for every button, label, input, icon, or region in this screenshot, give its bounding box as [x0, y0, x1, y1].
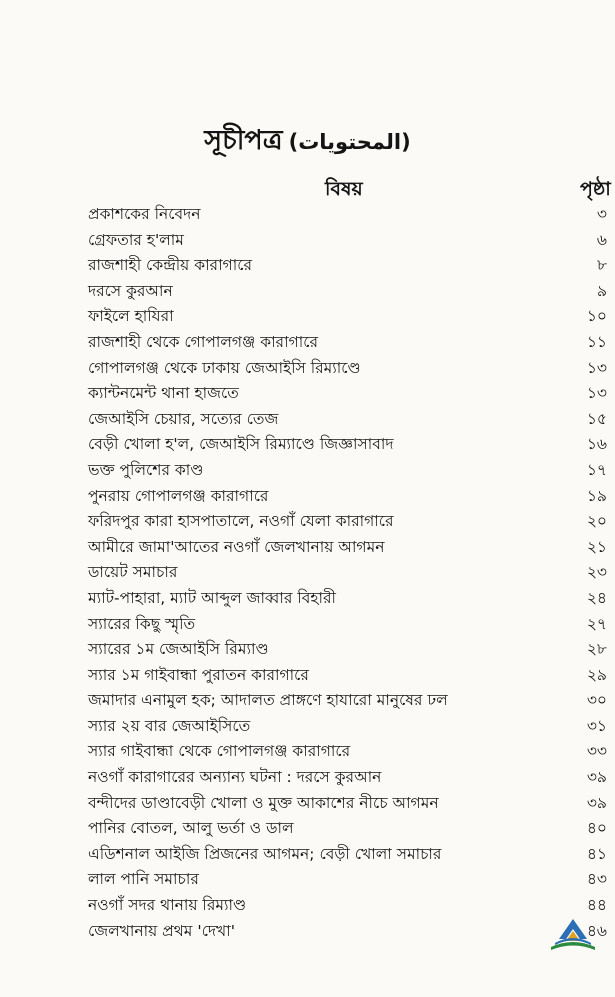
toc-entry-page: ৩৯	[586, 793, 607, 812]
toc-row	[0, 379, 615, 405]
toc-row	[0, 891, 615, 917]
toc-entry-page: ২০	[586, 512, 607, 531]
toc-row	[0, 814, 615, 840]
toc-entry-title: ডায়েট সমাচার	[88, 563, 178, 582]
toc-entry-title: বন্দীদের ডাণ্ডাবেড়ী খোলা ও মুক্ত আকাশের নীচে আগমন	[88, 793, 439, 812]
toc-entry-title: নওগাঁ সদর থানায় রিম্যাণ্ড	[88, 896, 247, 915]
toc-entry-title: স্যারের কিছু স্মৃতি	[88, 614, 196, 633]
toc-row	[0, 507, 615, 533]
toc-row	[0, 610, 615, 636]
toc-entry-title: পানির বোতল, আলু ভর্তা ও ডাল	[88, 819, 294, 838]
toc-row	[0, 558, 615, 584]
toc-entry-page: ১৭	[586, 460, 607, 479]
toc-entry-title: গোপালগঞ্জ থেকে ঢাকায় জেআইসি রিম্যাণ্ডে	[88, 358, 361, 377]
toc-entry-page: ৮	[596, 256, 607, 275]
toc-entry-title: স্যার ২য় বার জেআইসিতে	[88, 716, 251, 735]
toc-row	[0, 763, 615, 789]
toc-entry-title: এডিশনাল আইজি প্রিজনের আগমন; বেড়ী খোলা সমাচার	[88, 844, 442, 863]
toc-entry-page: ১০	[586, 307, 607, 326]
toc-row	[0, 840, 615, 866]
toc-entry-title: পুনরায় গোপালগঞ্জ কারাগারে	[88, 486, 269, 505]
toc-entry-title: জমাদার এনামুল হক; আদালত প্রাঙ্গণে হাযারো মানুষের ঢল	[88, 691, 448, 710]
toc-entry-title: ক্যান্টনমেন্ট থানা হাজতে	[88, 384, 239, 403]
toc-entry-title: রাজশাহী থেকে গোপালগঞ্জ কারাগারে	[88, 332, 318, 351]
toc-entry-page: ৪৩	[586, 870, 607, 889]
toc-entry-page: ২৯	[586, 665, 607, 684]
toc-entry-title: ভক্ত পুলিশের কাণ্ড	[88, 460, 204, 479]
toc-entry-page: ৩৩	[586, 742, 607, 761]
toc-row	[0, 405, 615, 431]
toc-entry-page: ৩০	[586, 691, 607, 710]
page-column-header: পৃষ্ঠা	[580, 178, 611, 200]
toc-entry-title: জেলখানায় প্রথম 'দেখা'	[88, 921, 235, 940]
toc-entry-page: ৪৪	[586, 896, 607, 915]
toc-row	[0, 328, 615, 354]
subject-column-header: বিষয়	[325, 178, 363, 200]
toc-row	[0, 584, 615, 610]
table-of-contents	[0, 200, 615, 942]
toc-entry-page: ৬	[596, 230, 607, 249]
toc-entry-page: ২৮	[586, 640, 607, 659]
toc-entry-page: ৪৬	[586, 921, 607, 940]
toc-entry-page: ২৭	[586, 614, 607, 633]
toc-row	[0, 533, 615, 559]
toc-entry-title: প্রকাশকের নিবেদন	[88, 205, 201, 223]
toc-entry-page: ৯	[596, 281, 607, 300]
toc-entry-page: ৩১	[586, 716, 607, 735]
contents-title	[0, 120, 615, 165]
toc-entry-page: ১৯	[586, 486, 607, 505]
toc-row	[0, 456, 615, 482]
toc-entry-title: আমীরে জামা'আতের নওগাঁ জেলখানায় আগমন	[88, 537, 385, 556]
toc-entry-title: স্যারের ১ম জেআইসি রিম্যাণ্ড	[88, 640, 269, 659]
toc-entry-title: নওগাঁ কারাগারের অন্যান্য ঘটনা : দরসে কুরআন	[88, 768, 382, 787]
toc-entry-page: ১৫	[586, 409, 607, 428]
toc-row	[0, 661, 615, 687]
toc-entry-page: ১৩	[586, 358, 607, 377]
toc-entry-title: স্যার ১ম গাইবান্ধা পুরাতন কারাগারে	[88, 665, 309, 684]
toc-entry-page: ৪০	[586, 819, 607, 838]
toc-row	[0, 277, 615, 303]
toc-entry-page: ৩৯	[586, 768, 607, 787]
toc-row	[0, 251, 615, 277]
toc-entry-page: ৪১	[586, 844, 607, 863]
toc-entry-page: ১১	[586, 332, 607, 351]
toc-entry-page: ৩	[596, 205, 607, 223]
toc-entry-title: বেড়ী খোলা হ'ল, জেআইসি রিম্যাণ্ডে জিজ্ঞাসাবাদ	[88, 435, 394, 454]
toc-entry-title: ম্যাট-পাহারা, ম্যাট আব্দুল জাব্বার বিহারী	[88, 588, 336, 607]
contents-title-arabic: (المحتويات)	[288, 130, 411, 154]
toc-row	[0, 686, 615, 712]
toc-row	[0, 354, 615, 380]
publisher-logo-icon	[547, 915, 599, 953]
toc-row	[0, 635, 615, 661]
toc-entry-title: গ্রেফতার হ'লাম	[88, 230, 184, 249]
toc-entry-page: ২১	[586, 537, 607, 556]
toc-row	[0, 200, 615, 226]
toc-entry-title: স্যার গাইবান্ধা থেকে গোপালগঞ্জ কারাগারে	[88, 742, 351, 761]
toc-entry-title: ফাইলে হাযিরা	[88, 307, 174, 326]
toc-entry-page: ১৬	[586, 435, 607, 454]
toc-row	[0, 865, 615, 891]
toc-row	[0, 482, 615, 508]
toc-entry-title: ফরিদপুর কারা হাসপাতালে, নওগাঁ যেলা কারাগারে	[88, 512, 394, 531]
toc-row	[0, 226, 615, 252]
toc-row	[0, 789, 615, 815]
toc-entry-page: ২৩	[586, 563, 607, 582]
contents-title-bengali: সূচীপত্র	[204, 125, 283, 156]
toc-row	[0, 917, 615, 943]
toc-entry-page: ২৪	[586, 588, 607, 607]
toc-entry-page: ১৩	[586, 384, 607, 403]
toc-entry-title: জেআইসি চেয়ার, সত্যের তেজ	[88, 409, 279, 428]
toc-row	[0, 712, 615, 738]
toc-row	[0, 430, 615, 456]
toc-row	[0, 737, 615, 763]
toc-entry-title: রাজশাহী কেন্দ্রীয় কারাগারে	[88, 256, 252, 275]
toc-entry-title: দরসে কুরআন	[88, 281, 173, 300]
toc-row	[0, 302, 615, 328]
toc-entry-title: লাল পানি সমাচার	[88, 870, 199, 889]
